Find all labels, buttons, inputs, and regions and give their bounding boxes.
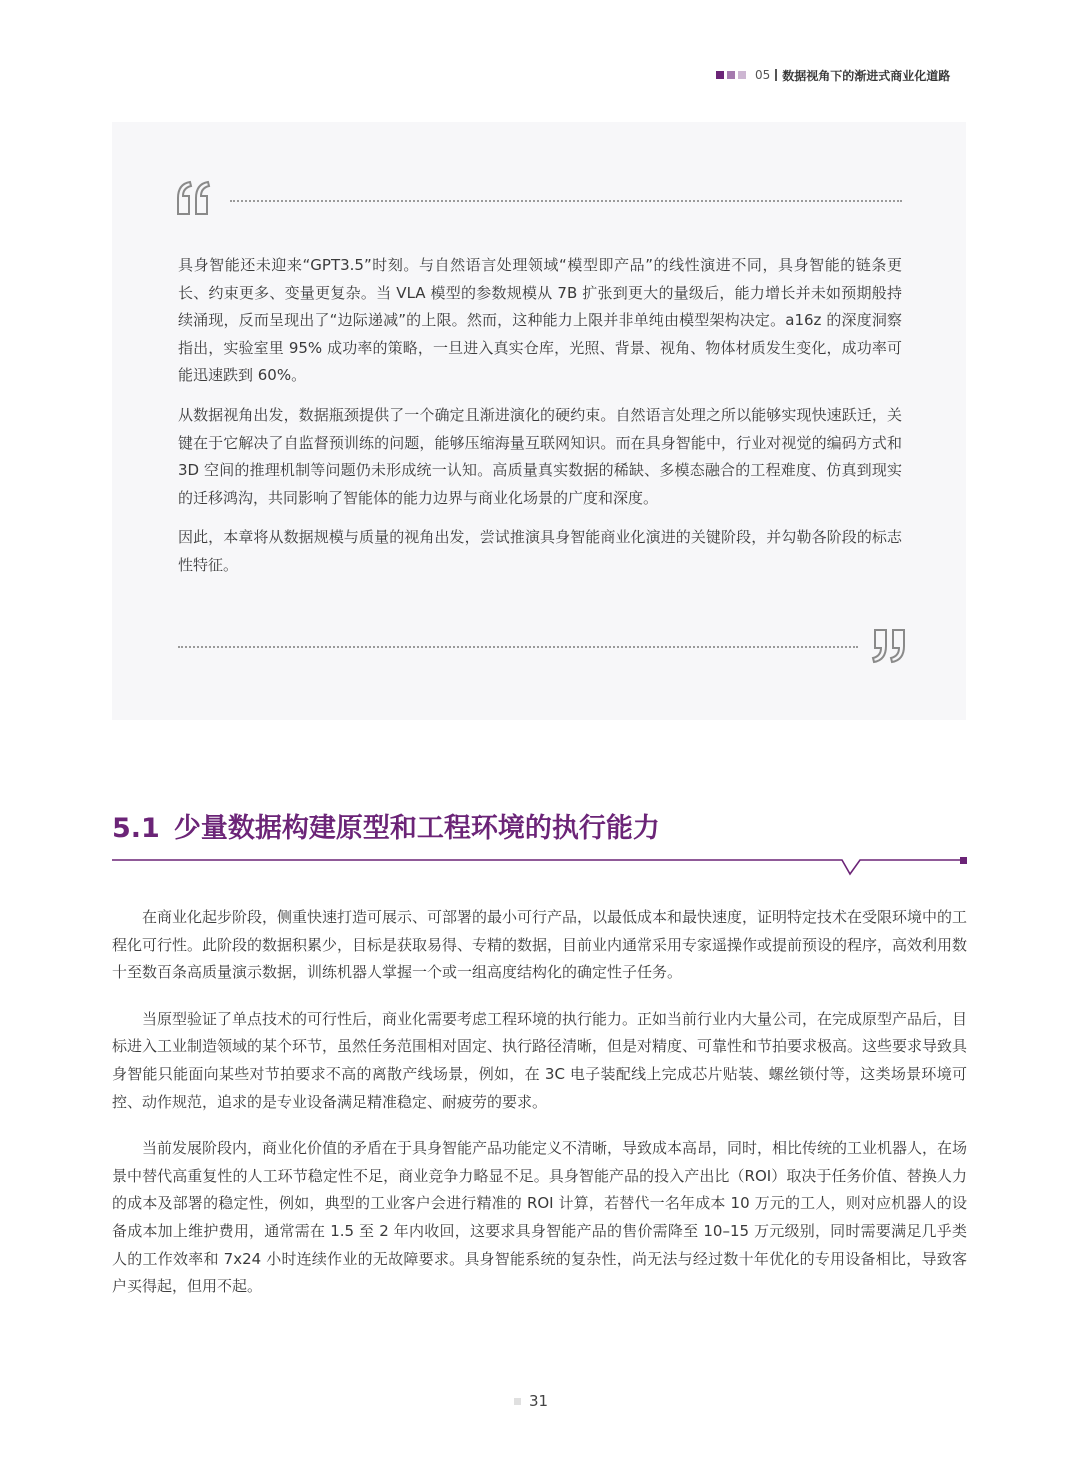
quote-paragraph: 因此，本章将从数据规模与质量的视角出发，尝试推演具身智能商业化演进的关键阶段，并勾勒各阶段的标志性特征。 <box>178 528 902 574</box>
quote-dotted-line-bottom <box>178 646 858 648</box>
section-heading <box>112 806 660 845</box>
section-title: 少量数据构建原型和工程环境的执行能力 <box>173 813 660 844</box>
header-squares <box>716 71 746 79</box>
chapter-title: 数据视角下的渐进式商业化道路 <box>782 68 951 83</box>
quote-dotted-line-top <box>230 200 902 202</box>
chapter-number: 05 <box>755 68 771 82</box>
footer-square-icon <box>514 1398 521 1405</box>
open-quote-icon <box>174 178 214 218</box>
body-paragraph: 在商业化起步阶段，侧重快速打造可展示、可部署的最小可行产品，以最低成本和最快速度，证明特定技术在受限环境中的工程化可行性。此阶段的数据积累少，目标是获取易得、专精的数据，目前业内通常采用专家遥操作或提前预设的程序，高效利用数十至数百条高质量演示数据，训练机器人掌握一个或一组高度结构化的确定性子任务。 <box>112 908 968 982</box>
page-footer <box>514 1392 548 1410</box>
page-number: 31 <box>529 1392 549 1410</box>
body-paragraph: 当前发展阶段内，商业化价值的矛盾在于具身智能产品功能定义不清晰，导致成本高昂，同时，相比传统的工业机器人，在场景中替代高重复性的人工环节稳定性不足，商业竞争力略显不足。具身智能产品的投入产出比（ROI）取决于任务价值、替换人力的成本及部署的稳定性，例如，典型的工业客户会进行精准的 ROI 计算，若替代一名年成本 10 万元的工人，则对应机器人的设备成本加上维护费用，通常需在 1.5 至 2 年内收回，这要求具身智能产品的售价需降至 10–15 万元级别，同时需要满足几乎类人的工作效率和 7x24 小时连续作业的无故障要求。具身智能系统的复杂性，尚无法与经过数十年优化的专用设备相比，导致客户买得起，但用不起。 <box>112 1139 968 1296</box>
section-heading-underline <box>112 852 970 882</box>
body-paragraph: 当原型验证了单点技术的可行性后，商业化需要考虑工程环境的执行能力。正如当前行业内大量公司，在完成原型产品后，目标进入工业制造领域的某个环节，虽然任务范围相对固定、执行路径清晰，但是对精度、可靠性和节拍要求极高。这些要求导致具身智能只能面向某些对节拍要求不高的离散产线场景，例如，在 3C 电子装配线上完成芯片贴装、螺丝锁付等，这类场景环境可控、动作规范，追求的是专业设备满足精准稳定、耐疲劳的要求。 <box>112 1009 968 1111</box>
section-body <box>112 904 967 1320</box>
section-number: 5.1 <box>112 813 160 844</box>
quote-paragraph: 从数据视角出发，数据瓶颈提供了一个确定且渐进演化的硬约束。自然语言处理之所以能够实现快速跃迁，关键在于它解决了自监督预训练的问题，能够压缩海量互联网知识。而在具身智能中，行业对视觉的编码方式和 3D 空间的推理机制等问题仍未形成统一认知。高质量真实数据的稀缺、多模态融合的工程难度、仿真到现实的迁移鸿沟，共同影响了智能体的能力边界与商业化场景的广度和深度。 <box>178 405 902 507</box>
quote-paragraph: 具身智能还未迎来“GPT3.5”时刻。与自然语言处理领域“模型即产品”的线性演进不同，具身智能的链条更长、约束更多、变量更复杂。当 VLA 模型的参数规模从 7B 扩张到更大的量级后，能力增长并未如预期般持续涌现，反而呈现出了“边际递减”的上限。然而，这种能力上限并非单纯由模型架构决定。a16z 的深度洞察指出，实验室里 95% 成功率的策略，一旦进入真实仓库，光照、背景、视角、物体材质发生变化，成功率可能迅速跌到 60%。 <box>178 256 902 385</box>
header-square-dark-icon <box>716 71 724 79</box>
header-square-light-icon <box>738 71 746 79</box>
close-quote-icon <box>868 626 908 666</box>
header-square-mid-icon <box>727 71 735 79</box>
quote-text <box>178 252 902 592</box>
page-header <box>716 66 978 84</box>
header-divider <box>775 69 777 81</box>
